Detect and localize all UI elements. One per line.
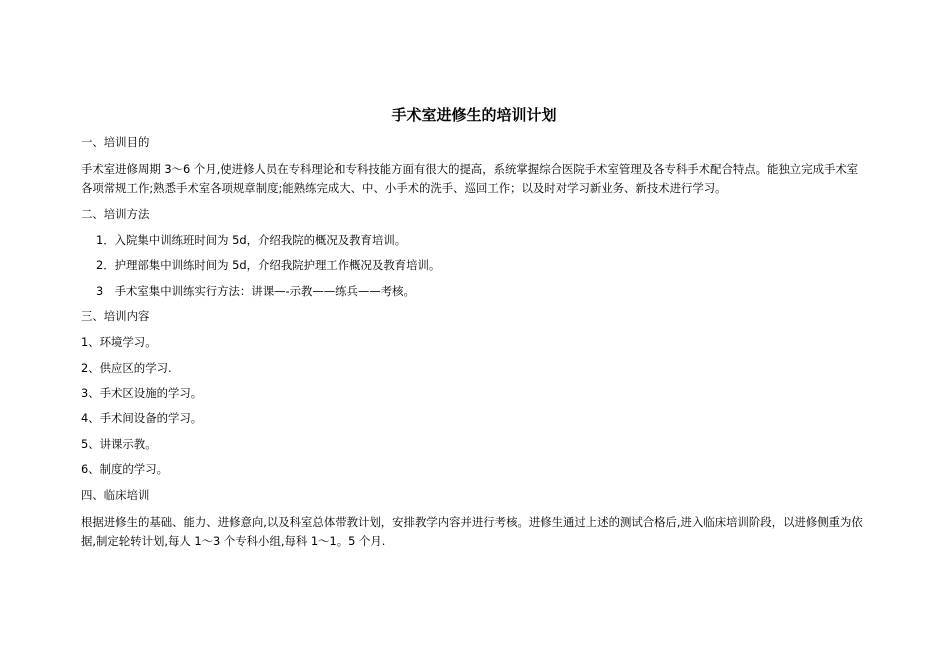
section-heading-method: 二、培训方法 (81, 207, 150, 221)
method-item-3: 3 手术室集中训练实行方法：讲课—-示教——练兵——考核。 (96, 283, 415, 298)
content-item-6: 6、制度的学习。 (81, 462, 168, 477)
section-heading-purpose: 一、培训目的 (81, 135, 150, 149)
content-item-3: 3、手术区设施的学习。 (81, 385, 203, 400)
document-title: 手术室进修生的培训计划 (391, 106, 557, 124)
content-item-4: 4、手术间设备的学习。 (81, 411, 203, 426)
method-item-2: 2．护理部集中训练时间为 5d，介绍我院护理工作概况及教育培训。 (96, 258, 441, 273)
content-item-5: 5、讲课示教。 (81, 436, 157, 451)
document-page (81, 104, 867, 559)
content-item-1: 1、环境学习。 (81, 335, 157, 350)
section-text-purpose: 手术室进修周期 3～6 个月,使进修人员在专科理论和专科技能方面有很大的提高，系统掌握综合医院手术室管理及各专科手术配合特点。能独立完成手术室各项常规工作;熟悉手术室各项规章制度;能熟练完成大、中、小手术的洗手、巡回工作；以及时对学习新业务、新技术进行学习。 (81, 162, 859, 195)
section-heading-content: 三、培训内容 (81, 309, 150, 324)
section-heading-clinical: 四、临床培训 (81, 487, 150, 502)
content-item-2: 2、供应区的学习. (81, 360, 172, 375)
section-text-clinical: 根据进修生的基础、能力、进修意向,以及科室总体带教计划，安排教学内容并进行考核。进修生通过上述的测试合格后,进入临床培训阶段，以进修侧重为依据,制定轮转计划,每人 1～3 个专科小组,每科 1～1。5 个月. (81, 514, 863, 548)
method-item-1: 1．入院集中训练班时间为 5d，介绍我院的概况及教育培训。 (96, 233, 407, 247)
